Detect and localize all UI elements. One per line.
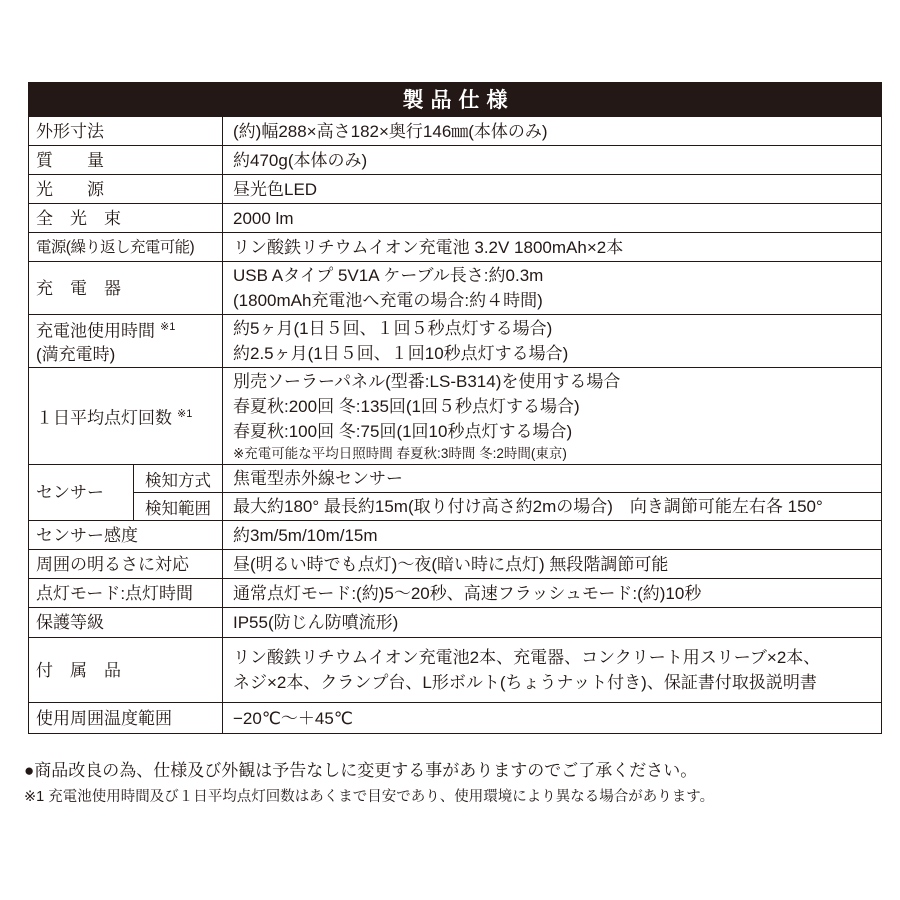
row-label-cell bbox=[29, 117, 223, 146]
row-label: 充電池使用時間 bbox=[36, 321, 155, 341]
row-value-cell bbox=[223, 608, 882, 638]
spec-title: 製品仕様 bbox=[402, 89, 515, 112]
row-value-cell bbox=[223, 368, 882, 465]
row-label: 電源(繰り返し充電可能) bbox=[36, 238, 195, 256]
row-label-cell bbox=[29, 146, 223, 175]
row-value-cell bbox=[223, 521, 882, 550]
row-value-line: 春夏秋:200回 冬:135回(1回５秒点灯する場合) bbox=[233, 397, 580, 416]
row-dimensions bbox=[29, 117, 882, 146]
row-label-cell bbox=[29, 608, 223, 638]
row-value: 焦電型赤外線センサー bbox=[233, 469, 403, 488]
row-sensor-range bbox=[29, 493, 882, 521]
row-label-cell bbox=[29, 204, 223, 233]
row-value-line: 別売ソーラーパネル(型番:LS-B314)を使用する場合 bbox=[233, 372, 621, 391]
footnotes bbox=[24, 760, 884, 807]
row-label-cell bbox=[29, 368, 223, 465]
row-power-source bbox=[29, 233, 882, 262]
row-value-note: ※充電可能な平均日照時間 春夏秋:3時間 冬:2時間(東京) bbox=[233, 446, 567, 461]
row-battery-duration bbox=[29, 315, 882, 368]
footnote-marker: ※1 bbox=[177, 407, 193, 420]
row-label-cell bbox=[29, 465, 134, 521]
row-operating-temperature bbox=[29, 703, 882, 734]
footnote-disclaimer: ※1 充電池使用時間及び１日平均点灯回数はあくまで目安であり、使用環境により異なる場合があります。 bbox=[24, 789, 715, 805]
row-value: 最大約180° 最長約15m(取り付け高さ約2mの場合) 向き調節可能左右各 150° bbox=[233, 497, 823, 516]
row-label: 付 属 品 bbox=[36, 660, 121, 680]
row-label: 周囲の明るさに対応 bbox=[36, 554, 189, 574]
row-value-cell bbox=[223, 550, 882, 579]
row-label: 全 光 束 bbox=[36, 208, 121, 228]
row-value: 約470g(本体のみ) bbox=[233, 150, 368, 170]
row-sensor-sensitivity bbox=[29, 521, 882, 550]
sensor-sub-label: 検知方式 bbox=[145, 471, 211, 490]
row-label: 質 量 bbox=[36, 150, 104, 170]
row-ambient-brightness bbox=[29, 550, 882, 579]
row-sensor bbox=[29, 465, 882, 493]
row-value-line: リン酸鉄リチウムイオン充電池2本、充電器、コンクリート用スリーブ×2本、 bbox=[233, 648, 821, 667]
row-value-cell bbox=[223, 703, 882, 734]
row-value: 昼(明るい時でも点灯)〜夜(暗い時に点灯) 無段階調節可能 bbox=[233, 554, 669, 574]
row-daily-lighting-count bbox=[29, 368, 882, 465]
row-value: 通常点灯モード:(約)5〜20秒、高速フラッシュモード:(約)10秒 bbox=[233, 583, 702, 603]
row-value-cell bbox=[223, 262, 882, 315]
row-value-line: 春夏秋:100回 冬:75回(1回10秒点灯する場合) bbox=[233, 422, 573, 441]
row-label-cell bbox=[29, 550, 223, 579]
row-value-cell bbox=[223, 204, 882, 233]
spec-section bbox=[28, 82, 882, 734]
row-charger bbox=[29, 262, 882, 315]
row-label: 使用周囲温度範囲 bbox=[36, 708, 172, 728]
row-value: 約3m/5m/10m/15m bbox=[233, 525, 378, 545]
spec-title-bar bbox=[28, 82, 882, 116]
row-value-cell bbox=[223, 465, 882, 493]
row-label: センサー感度 bbox=[36, 525, 138, 545]
row-value-cell bbox=[223, 315, 882, 368]
row-value-line: USB Aタイプ 5V1A ケーブル長さ:約0.3m bbox=[233, 266, 544, 285]
row-light-source bbox=[29, 175, 882, 204]
row-label: 点灯モード:点灯時間 bbox=[36, 583, 194, 603]
row-value-cell bbox=[223, 146, 882, 175]
row-weight bbox=[29, 146, 882, 175]
row-value: リン酸鉄リチウムイオン充電池 3.2V 1800mAh×2本 bbox=[233, 237, 624, 257]
row-value-cell bbox=[223, 117, 882, 146]
row-value: −20℃〜＋45℃ bbox=[233, 708, 353, 728]
row-label-cell bbox=[29, 638, 223, 703]
row-lighting-mode bbox=[29, 579, 882, 608]
row-label-line bbox=[36, 316, 218, 343]
row-value-line: (1800mAh充電池へ充電の場合:約４時間) bbox=[233, 291, 543, 310]
row-label-line: (満充電時) bbox=[36, 344, 116, 364]
footnote-marker: ※1 bbox=[160, 321, 176, 334]
row-label: 保護等級 bbox=[36, 613, 104, 632]
row-label: 充 電 器 bbox=[36, 278, 121, 298]
row-label-cell bbox=[29, 579, 223, 608]
row-label-cell bbox=[29, 262, 223, 315]
row-value-cell bbox=[223, 175, 882, 204]
row-label-cell bbox=[29, 521, 223, 550]
row-label: センサー bbox=[36, 483, 104, 502]
row-label-cell bbox=[29, 175, 223, 204]
row-value: IP55(防じん防噴流形) bbox=[233, 613, 399, 632]
footnote-product-change: ●商品改良の為、仕様及び外観は予告なしに変更する事がありますのでご了承ください。 bbox=[24, 761, 698, 780]
row-luminous-flux bbox=[29, 204, 882, 233]
row-value: 2000 lm bbox=[233, 208, 294, 228]
row-label: １日平均点灯回数 bbox=[36, 408, 172, 428]
row-accessories bbox=[29, 638, 882, 703]
row-label-cell bbox=[29, 703, 223, 734]
row-label: 光 源 bbox=[36, 179, 104, 199]
row-value-cell bbox=[223, 579, 882, 608]
sensor-sub-label: 検知範囲 bbox=[145, 499, 211, 518]
row-value-cell bbox=[223, 493, 882, 521]
row-label: 外形寸法 bbox=[36, 121, 104, 141]
spec-table bbox=[28, 116, 882, 734]
row-value: (約)幅288×高さ182×奥行146㎜(本体のみ) bbox=[233, 121, 548, 141]
sensor-sub-label-cell bbox=[134, 493, 223, 521]
row-label-cell bbox=[29, 315, 223, 368]
sensor-sub-label-cell bbox=[134, 465, 223, 493]
row-value-line: 約5ヶ月(1日５回、１回５秒点灯する場合) bbox=[233, 319, 553, 338]
row-protection-rating bbox=[29, 608, 882, 638]
row-value: 昼光色LED bbox=[233, 179, 318, 199]
row-value-line: 約2.5ヶ月(1日５回、１回10秒点灯する場合) bbox=[233, 344, 569, 363]
row-value-cell bbox=[223, 638, 882, 703]
row-label-cell bbox=[29, 233, 223, 262]
row-value-line: ネジ×2本、クランプ台、L形ボルト(ちょうナット付き)、保証書付取扱説明書 bbox=[233, 673, 817, 692]
row-value-cell bbox=[223, 233, 882, 262]
